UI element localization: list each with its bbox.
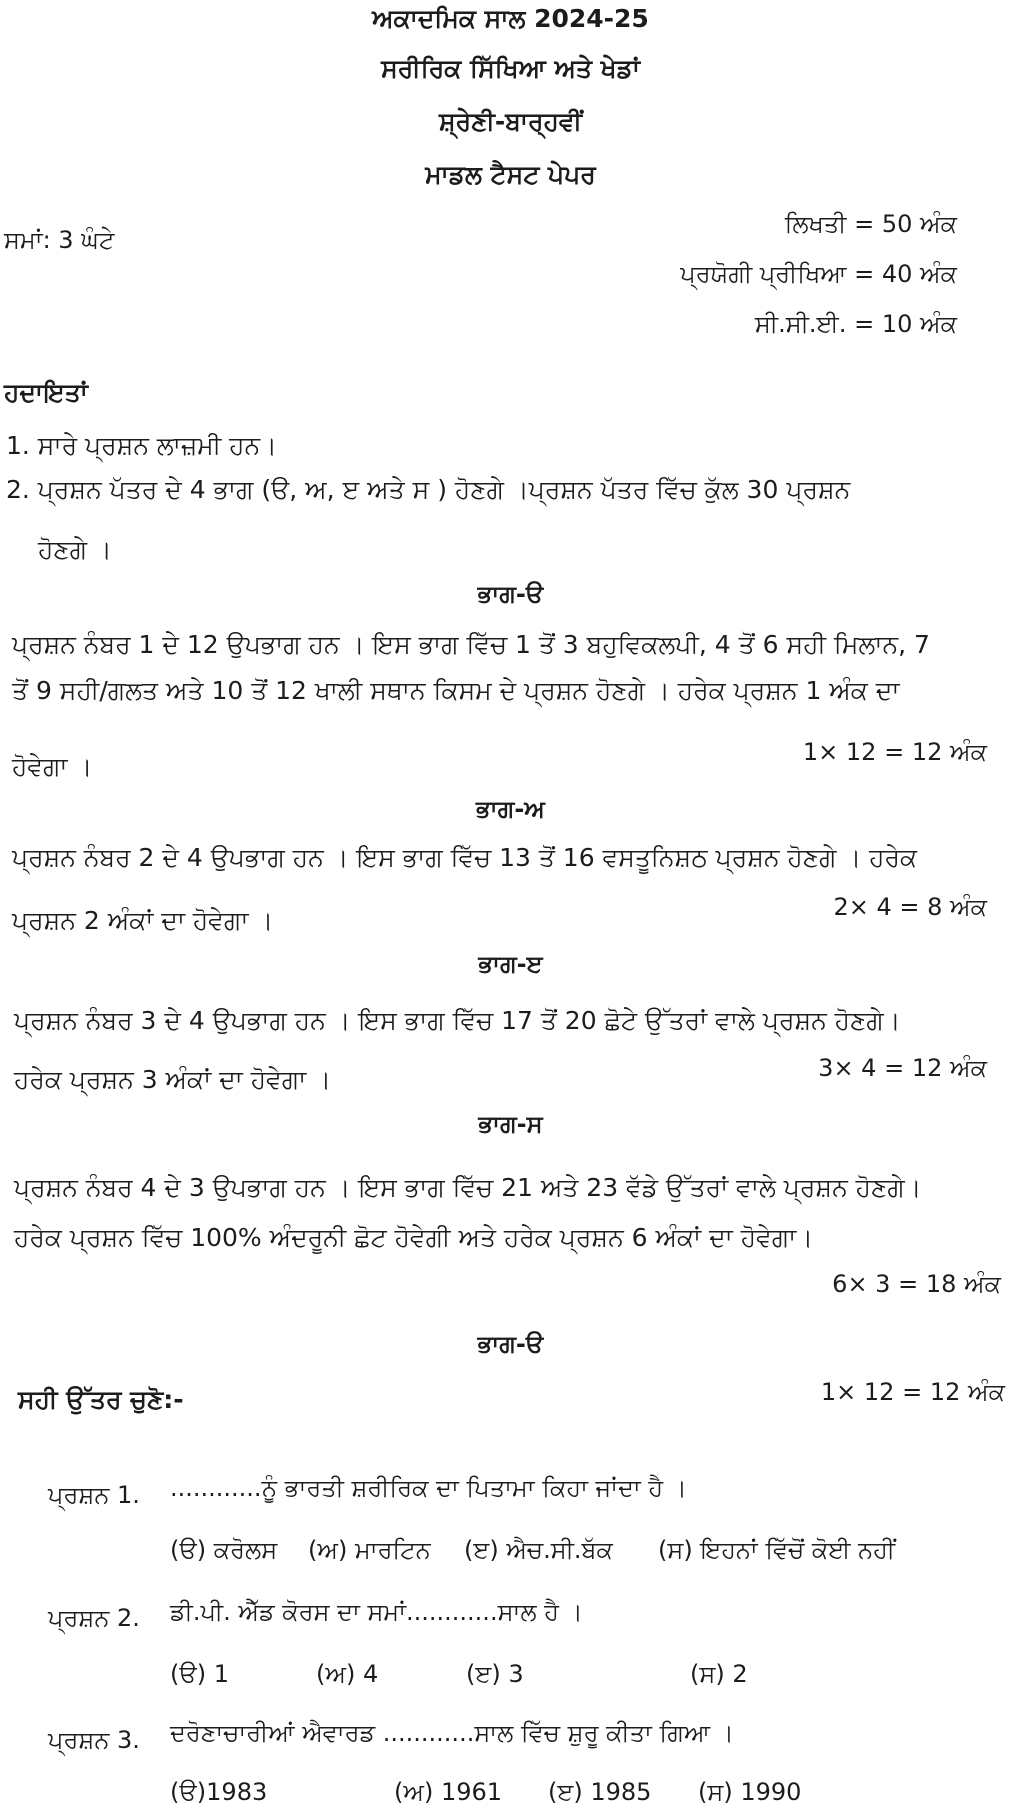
section-c-heading: ਭਾਗ-ੲ: [478, 950, 543, 978]
option-d: (ਸ) 2: [690, 1660, 748, 1688]
section-d-marks: 6× 3 = 18 ਅੰਕ: [832, 1270, 1001, 1298]
time-allowed: ਸਮਾਂ: 3 ਘੰਟੇ: [4, 226, 115, 254]
question-label: ਪ੍ਰਸ਼ਨ 2.: [48, 1604, 140, 1632]
section-c-text: ਹਰੇਕ ਪ੍ਰਸ਼ਨ 3 ਅੰਕਾਂ ਦਾ ਹੋਵੇਗਾ ।: [14, 1065, 332, 1094]
option-d: (ਸ) 1990: [698, 1778, 802, 1806]
option-b: (ਅ) 1961: [394, 1778, 503, 1806]
section-b-text: ਪ੍ਰਸ਼ਨ ਨੰਬਰ 2 ਦੇ 4 ਉਪਭਾਗ ਹਨ । ਇਸ ਭਾਗ ਵਿੱਚ 13 ਤੋਂ 16 ਵਸਤੂਨਿਸ਼ਠ ਪ੍ਰਸ਼ਨ ਹੋਣਗੇ । ਹਰੇਕ: [12, 843, 918, 872]
section-d-text: ਪ੍ਰਸ਼ਨ ਨੰਬਰ 4 ਦੇ 3 ਉਪਭਾਗ ਹਨ । ਇਸ ਭਾਗ ਵਿੱਚ 21 ਅਤੇ 23 ਵੱਡੇ ਉੱਤਰਾਂ ਵਾਲੇ ਪ੍ਰਸ਼ਨ ਹੋਣਗੇ।: [14, 1173, 922, 1202]
paper-title: ਮਾਡਲ ਟੈਸਟ ਪੇਪਰ: [425, 160, 596, 189]
section-a-text: ਤੋਂ 9 ਸਹੀ/ਗਲਤ ਅਤੇ 10 ਤੋਂ 12 ਖਾਲੀ ਸਥਾਨ ਕਿਸਮ ਦੇ ਪ੍ਰਸ਼ਨ ਹੋਣਗੇ । ਹਰੇਕ ਪ੍ਰਸ਼ਨ 1 ਅੰਕ ਦਾ: [12, 676, 900, 705]
question-label: ਪ੍ਰਸ਼ਨ 3.: [48, 1726, 140, 1754]
section-b-text: ਪ੍ਰਸ਼ਨ 2 ਅੰਕਾਂ ਦਾ ਹੋਵੇਗਾ ।: [12, 906, 274, 935]
part-a-marks: 1× 12 = 12 ਅੰਕ: [820, 1378, 1005, 1406]
section-d-text: ਹਰੇਕ ਪ੍ਰਸ਼ਨ ਵਿੱਚ 100% ਅੰਦਰੂਨੀ ਛੋਟ ਹੋਵੇਗੀ ਅਤੇ ਹਰੇਕ ਪ੍ਰਸ਼ਨ 6 ਅੰਕਾਂ ਦਾ ਹੋਵੇਗਾ।: [14, 1223, 814, 1252]
option-a: (ੳ) ਕਰੋਲਸ: [170, 1536, 278, 1564]
section-a-heading: ਭਾਗ-ੳ: [477, 580, 544, 608]
section-c-marks: 3× 4 = 12 ਅੰਕ: [818, 1054, 987, 1082]
option-c: (ੲ) 3: [466, 1660, 524, 1688]
option-b: (ਅ) 4: [316, 1660, 379, 1688]
academic-year-title: ਅਕਾਦਮਿਕ ਸਾਲ 2024-25: [372, 4, 649, 33]
section-a-text: ਪ੍ਰਸ਼ਨ ਨੰਬਰ 1 ਦੇ 12 ਉਪਭਾਗ ਹਨ । ਇਸ ਭਾਗ ਵਿੱਚ 1 ਤੋਂ 3 ਬਹੁਵਿਕਲਪੀ, 4 ਤੋਂ 6 ਸਹੀ ਮਿਲਾਨ, 7: [12, 630, 930, 659]
question-text: ਡੀ.ਪੀ. ਐੱਡ ਕੋਰਸ ਦਾ ਸਮਾਂ............ਸਾਲ ਹੈ ।: [170, 1598, 583, 1626]
written-marks: ਲਿਖਤੀ = 50 ਅੰਕ: [784, 210, 957, 238]
part-a-heading: ਭਾਗ-ੳ: [477, 1330, 544, 1358]
subject-title: ਸਰੀਰਿਕ ਸਿੱਖਿਆ ਅਤੇ ਖੇਡਾਂ: [381, 54, 640, 83]
cce-marks: ਸੀ.ਸੀ.ਈ. = 10 ਅੰਕ: [754, 310, 957, 338]
instruction-item-continued: ਹੋਣਗੇ ।: [38, 535, 112, 564]
section-b-marks: 2× 4 = 8 ਅੰਕ: [833, 893, 987, 921]
practical-marks: ਪ੍ਰਯੋਗੀ ਪ੍ਰੀਖਿਆ = 40 ਅੰਕ: [680, 260, 957, 288]
instructions-heading: ਹਦਾਇਤਾਂ: [4, 378, 88, 407]
instruction-item: 2. ਪ੍ਰਸ਼ਨ ਪੱਤਰ ਦੇ 4 ਭਾਗ (ੳ, ਅ, ੲ ਅਤੇ ਸ ) ਹੋਣਗੇ ।ਪ੍ਰਸ਼ਨ ਪੱਤਰ ਵਿੱਚ ਕੁੱਲ 30 ਪ੍ਰਸ਼ਨ: [6, 475, 851, 504]
class-title: ਸ਼੍ਰੇਣੀ-ਬਾਰ੍ਹਵੀਂ: [438, 107, 583, 136]
section-b-heading: ਭਾਗ-ਅ: [476, 795, 545, 823]
question-label: ਪ੍ਰਸ਼ਨ 1.: [48, 1481, 140, 1509]
section-d-heading: ਭਾਗ-ਸ: [478, 1110, 543, 1138]
option-a: (ੳ)1983: [170, 1778, 268, 1806]
question-text: ............ਨੂੰ ਭਾਰਤੀ ਸ਼ਰੀਰਿਕ ਦਾ ਪਿਤਾਮਾ ਕਿਹਾ ਜਾਂਦਾ ਹੈ ।: [170, 1474, 687, 1502]
option-b: (ਅ) ਮਾਰਟਿਨ: [308, 1536, 431, 1564]
option-c: (ੲ) 1985: [548, 1778, 652, 1806]
instruction-item: 1. ਸਾਰੇ ਪ੍ਰਸ਼ਨ ਲਾਜ਼ਮੀ ਹਨ।: [6, 431, 277, 460]
section-a-text: ਹੋਵੇਗਾ ।: [12, 752, 93, 781]
option-d: (ਸ) ਇਹਨਾਂ ਵਿੱਚੋਂ ਕੋਈ ਨਹੀਂ: [658, 1536, 896, 1564]
question-text: ਦਰੋਣਾਚਾਰੀਆਂ ਐਵਾਰਡ ............ਸਾਲ ਵਿੱਚ ਸ਼ੁਰੂ ਕੀਤਾ ਗਿਆ ।: [170, 1719, 734, 1747]
option-a: (ੳ) 1: [170, 1660, 230, 1688]
option-c: (ੲ) ਐਚ.ਸੀ.ਬੱਕ: [464, 1536, 613, 1564]
section-c-text: ਪ੍ਰਸ਼ਨ ਨੰਬਰ 3 ਦੇ 4 ਉਪਭਾਗ ਹਨ । ਇਸ ਭਾਗ ਵਿੱਚ 17 ਤੋਂ 20 ਛੋਟੇ ਉੱਤਰਾਂ ਵਾਲੇ ਪ੍ਰਸ਼ਨ ਹੋਣਗੇ।: [14, 1006, 901, 1035]
choose-correct-heading: ਸਹੀ ਉੱਤਰ ਚੁਣੋ:-: [18, 1385, 184, 1414]
section-a-marks: 1× 12 = 12 ਅੰਕ: [802, 738, 987, 766]
